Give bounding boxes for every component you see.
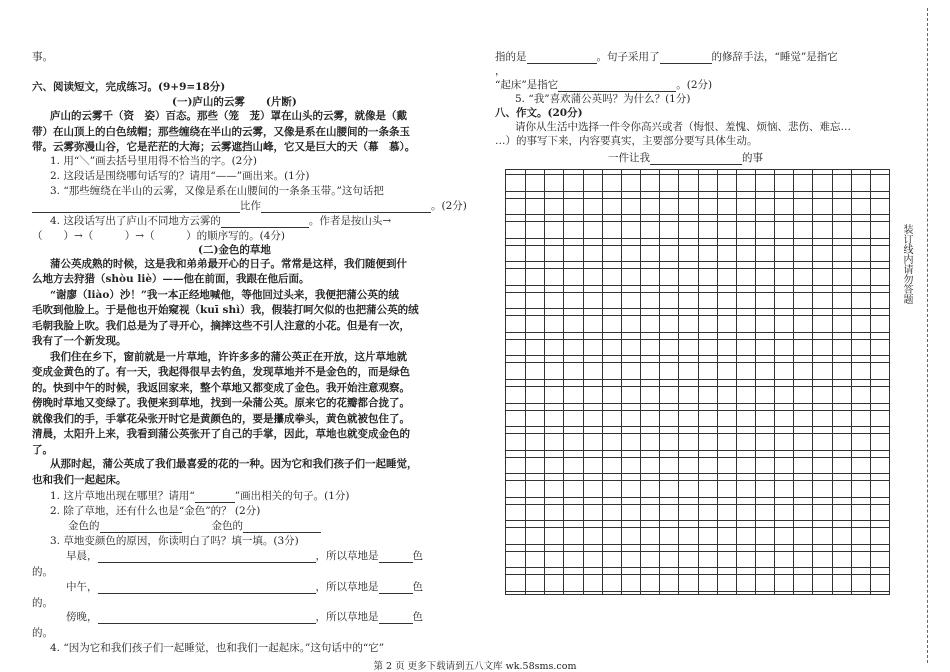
- passage-1-line: 带。云雾弥漫山谷，它是茫茫的大海；云雾遮挡山峰，它又是巨大的天（幕 慕）。: [32, 141, 416, 153]
- passage-2-line: 的。快到中午的时候，我返回家来，整个草地又都变成了金色。我开始注意观察。: [32, 382, 410, 394]
- question-2-5: 5. “我”喜欢蒲公英吗？为什么？(1分): [515, 93, 691, 105]
- grid-row[interactable]: [506, 339, 889, 357]
- title-label: 的事: [742, 152, 763, 164]
- question-text: 指的是: [495, 51, 527, 63]
- blank-label: ，所以草地是: [315, 550, 379, 562]
- comma-char: ，: [495, 65, 506, 77]
- answer-blank[interactable]: [379, 612, 413, 624]
- question-1-3: 3. “那些缠绕在半山的云雾，又像是系在山腰间的一条条玉带。”这句话把: [50, 185, 384, 197]
- blank-label: 早晨，: [66, 550, 98, 562]
- question-2-3: 3. 草地变颜色的原因，你读明白了吗？填一填。(3分): [50, 535, 299, 547]
- passage-2-title: (二)金色的草地: [198, 244, 271, 256]
- blank-label: ，所以草地是: [315, 611, 379, 623]
- passage-2-line: 蒲公英成熟的时候，这是我和弟弟最开心的日子。常常是这样，我们随便到什: [50, 258, 407, 270]
- blank-label: ，所以草地是: [315, 581, 379, 593]
- passage-1-line: 庐山的云雾千（资 姿）百态。那些（笼 茏）罩在山头的云雾，就像是（戴: [50, 110, 407, 122]
- passage-1-line: 带）在山顶上的白色绒帽；那些缠绕在半山的云雾，又像是系在山腰间的一条条玉: [32, 126, 410, 138]
- binding-notice: 装订线内请勿答题: [901, 224, 912, 304]
- cut-line: [927, 8, 928, 663]
- answer-blank[interactable]: [32, 201, 240, 213]
- answer-blank[interactable]: [98, 582, 316, 594]
- answer-blank[interactable]: [195, 491, 235, 503]
- grid-row[interactable]: [506, 268, 889, 286]
- passage-2-line: 从那时起，蒲公英成了我们最喜爱的花的一种。因为它和我们孩子们一起睡觉，: [50, 458, 418, 470]
- section-8-title: 八、作文。(20分): [495, 107, 583, 119]
- noon-answer-end: 的。: [32, 597, 53, 609]
- question-1-3-answer: [32, 199, 467, 213]
- grid-row[interactable]: [506, 410, 889, 428]
- section-6-title: 六、阅读短文，完成练习。(9+9=18分): [32, 81, 226, 93]
- blank-label: 色: [412, 550, 423, 562]
- blank-label: 比作: [240, 200, 261, 212]
- composition-title: [608, 151, 763, 165]
- question-1-2: 2. 这段话是围绕哪句话写的？请用“——”画出来。(1分): [50, 170, 310, 182]
- passage-2-line: 了。: [32, 444, 53, 456]
- blank-label: 金色的: [211, 520, 243, 532]
- answer-blank[interactable]: [558, 80, 676, 92]
- composition-grid[interactable]: [505, 169, 890, 595]
- passage-2-line: 毛吹到他脸上。于是他也开始窥视（kuī shì）我，假装打呵欠似的也把蒲公英的绒: [32, 304, 419, 316]
- grid-row[interactable]: [506, 574, 889, 592]
- question-2-1: [50, 489, 349, 503]
- grid-row[interactable]: [506, 362, 889, 380]
- evening-answer: [66, 610, 423, 624]
- question-2-4-rise: [495, 78, 712, 92]
- question-text: 的修辞手法，“睡觉”是指它: [711, 51, 838, 63]
- question-1-4: [50, 214, 391, 228]
- passage-2-line: 清晨，太阳升上来，我看到蒲公英张开了自己的手掌，因此，草地也就变成金色的: [32, 428, 410, 440]
- grid-row[interactable]: [506, 221, 889, 239]
- title-label: 一件让我: [608, 152, 650, 164]
- question-1-1: 1. 用“＼”画去括号里用得不恰当的字。(2分): [50, 155, 257, 167]
- question-text: 。(2分): [676, 79, 713, 91]
- passage-2-line: 就像我们的手，手掌花朵张开时它是黄颜色的，要是攥成拳头，黄色就被包住了。: [32, 413, 410, 425]
- composition-prompt: 请你从生活中选择一件令你高兴或者（悔恨、羞愧、烦恼、悲伤、难忘…: [515, 121, 851, 133]
- composition-prompt: …）的事写下来，内容要真实，主要部分要写具体生动。: [495, 135, 758, 147]
- answer-blank[interactable]: [527, 52, 597, 64]
- noon-answer: [66, 580, 423, 594]
- grid-row[interactable]: [506, 433, 889, 451]
- answer-blank[interactable]: [100, 521, 182, 533]
- title-blank[interactable]: [650, 153, 742, 165]
- grid-row[interactable]: [506, 292, 889, 310]
- grid-row[interactable]: [506, 457, 889, 475]
- blank-label: 色: [412, 611, 423, 623]
- grid-row[interactable]: [506, 527, 889, 545]
- question-2-4-continued: [495, 50, 838, 64]
- grid-row[interactable]: [506, 315, 889, 333]
- answer-blank[interactable]: [379, 582, 413, 594]
- question-1-4-order: （ ）→（ ）→（ ）的顺序写的。(4分): [32, 230, 285, 242]
- passage-2-line: 傍晚时草地又变绿了。我便来到草地，找到一朵蒲公英。原来它的花瓣都合拢了。: [32, 397, 410, 409]
- evening-answer-end: 的。: [32, 627, 53, 639]
- question-2-2: 2. 除了草地，还有什么也是“金色”的？ (2分): [50, 505, 261, 517]
- grid-row[interactable]: [506, 245, 889, 263]
- blank-label: 。(2分): [431, 200, 467, 212]
- question-text: 。句子采用了: [596, 51, 660, 63]
- grid-row[interactable]: [506, 551, 889, 569]
- blank-label: 色: [412, 581, 423, 593]
- grid-row[interactable]: [506, 174, 889, 192]
- intro-text: 事。: [32, 51, 53, 63]
- answer-blank[interactable]: [660, 52, 712, 64]
- grid-row[interactable]: [506, 198, 889, 216]
- passage-2-line: 变成金黄色的了。有一天，我起得很早去钓鱼，发现草地并不是金色的，而是绿色: [32, 366, 410, 378]
- answer-blank[interactable]: [221, 216, 309, 228]
- grid-row[interactable]: [506, 480, 889, 498]
- passage-2-line: 也和我们一起起床。: [32, 474, 127, 486]
- question-text: 4. 这段话写出了庐山不同地方云雾的: [50, 215, 221, 227]
- question-text: ”画出相关的句子。(1分): [234, 490, 350, 502]
- question-2-2-answers: [68, 519, 321, 533]
- answer-blank[interactable]: [261, 201, 431, 213]
- morning-answer: [66, 549, 423, 563]
- passage-2-line: “谢廖（liào）沙！”我一本正经地喊他，等他回过头来，我便把蒲公英的绒: [50, 289, 399, 301]
- blank-label: 中午，: [66, 581, 98, 593]
- page-footer: 第 2 页 更多下载请到五八文库 wk.58sms.com: [373, 661, 577, 672]
- answer-blank[interactable]: [243, 521, 321, 533]
- passage-2-line: 我们住在乡下，窗前就是一片草地，许许多多的蒲公英正在开放，这片草地就: [50, 351, 407, 363]
- blank-label: 金色的: [68, 520, 100, 532]
- question-text: “起床”是指它: [495, 79, 559, 91]
- blank-label: 傍晚，: [66, 611, 98, 623]
- question-text: 1. 这片草地出现在哪里？请用“: [50, 490, 195, 502]
- passage-2-line: 我有了一个新发现。: [32, 335, 127, 347]
- passage-2-line: 毛朝我脸上吹。我们总是为了寻开心，摘摔这些不引人注意的小花。但是有一次，: [32, 320, 410, 332]
- grid-row[interactable]: [506, 386, 889, 404]
- answer-blank[interactable]: [98, 612, 316, 624]
- passage-2-line: 么地方去狩猎（shòu liè）——他在前面，我跟在他后面。: [32, 273, 310, 285]
- passage-1-title: (一)庐山的云雾 (片断): [172, 96, 297, 108]
- question-2-4: 4. “因为它和我们孩子们一起睡觉，也和我们一起起床。”这句话中的“它”: [50, 642, 385, 654]
- answer-blank[interactable]: [379, 551, 413, 563]
- question-text: 。作者是按山头→: [308, 215, 392, 227]
- answer-blank[interactable]: [98, 551, 316, 563]
- morning-answer-end: 的。: [32, 566, 53, 578]
- grid-row[interactable]: [506, 504, 889, 522]
